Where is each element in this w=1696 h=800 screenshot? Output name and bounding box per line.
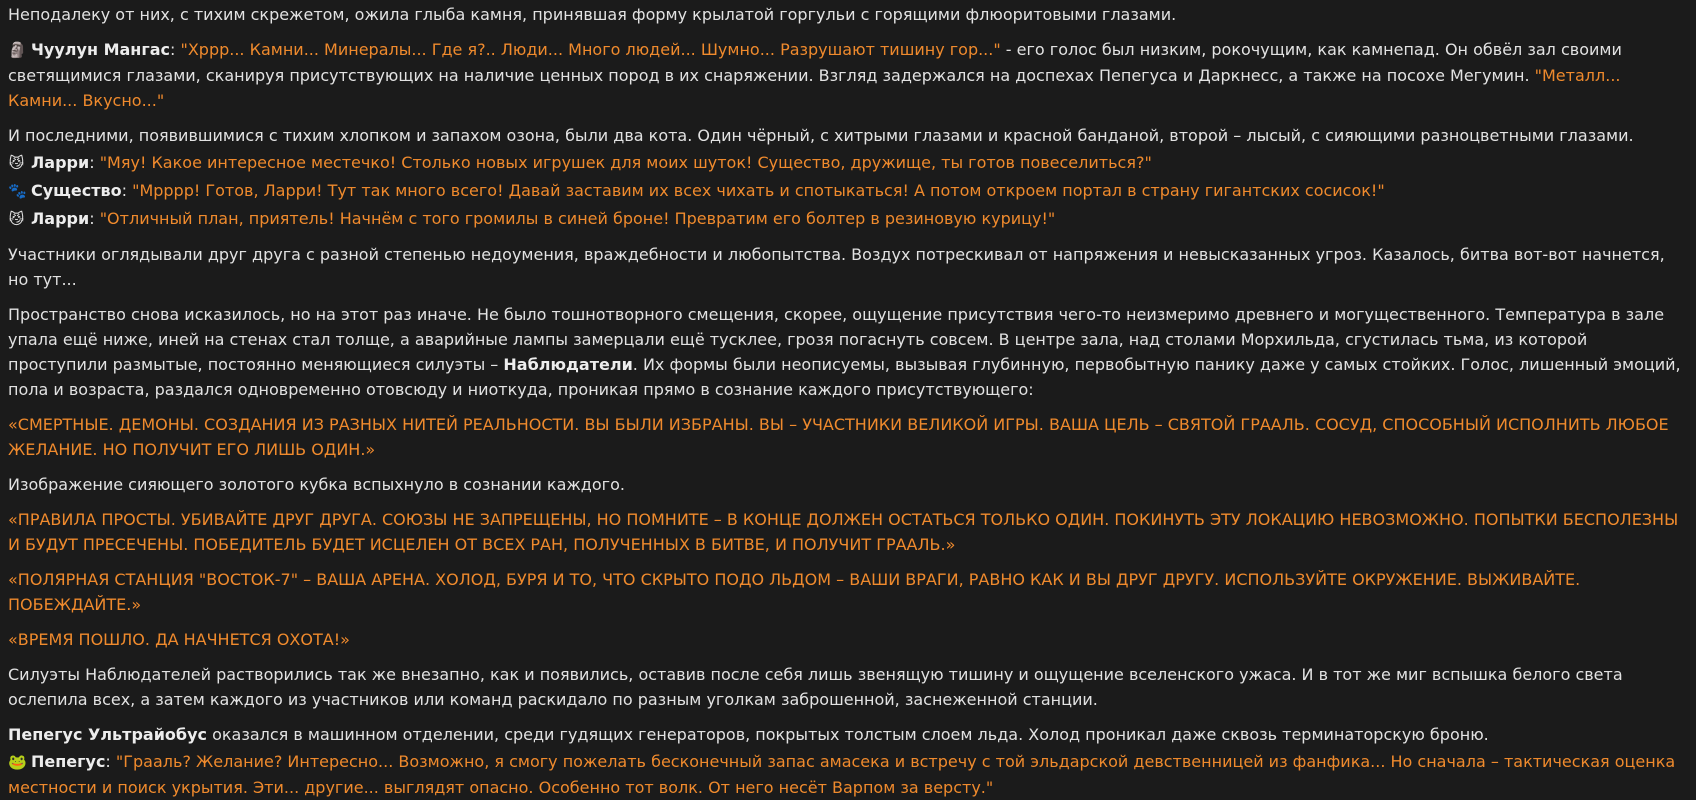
narration-text: Силуэты Наблюдателей растворились так же внезапно, как и появились, оставив после себя лишь звенящую тишину и ощущение вселенского ужаса. И в тот же миг вспышка белого света ослепила всех, а затем каждого из участников или команд раскидало по разным уголкам заброшенной, заснеженной станции.: [8, 665, 1623, 709]
narration-grail: [8, 472, 1688, 497]
cat-face-icon: 😼: [8, 210, 25, 228]
dialogue-quote: "Металл... Камни... Вкусно...": [8, 66, 1621, 110]
dialogue-quote: "Грааль? Желание? Интересно... Возможно, я смогу пожелать бесконечный запас амасека и встречу с той эльдарской девственницей из фанфика... Но сначала – тактическая оценка местности и поиск укрытия. Эти... другие... выглядят опасно. Особенно тот волк. От него несёт Варпом за версту.": [8, 752, 1676, 797]
narration-text: Изображение сияющего золотого кубка вспыхнуло в сознании каждого.: [8, 475, 625, 494]
dialogue-pepegus: 🐸 Пепегус: "Грааль? Желание? Интересно... Возможно, я смогу пожелать бесконечный запас амасека и встречу с той эльдарской девственницей из фанфика... Но сначала – тактическая оценка местности и поиск укрытия. Эти... другие... выглядят опасно. Особенно тот волк. От него несёт Варпом за версту.": [8, 752, 1676, 797]
moai-icon: 🗿: [8, 41, 27, 59]
narration-text: - его голос был низким, рокочущим, как камнепад. Он обвёл зал своими светящимися глазами, сканируя присутствующих на наличие ценных пород в их снаряжении. Взгляд задержался на доспехах Пепегуса и Даркнесс, а также на посохе Мегумин.: [8, 40, 1622, 85]
observers-speech-4: [8, 627, 1688, 652]
dialogue-larry-2: 😼 Ларри: "Отличный план, приятель! Начнём с того громилы в синей броне! Превратим его болтер в резиновую курицу!": [8, 206, 1688, 232]
dialogue-chuulun: 🗿 Чуулун Мангас: "Хррр... Камни... Минералы... Где я?.. Люди... Много людей... Шумно... Разрушают тишину гор..." - его голос был низким, рокочущим, как камнепад. Он обвёл зал своими светящимися глазами, сканируя присутствующих на наличие ценных пород в их снаряжении. Взгляд задержался на доспехах Пепегуса и Даркнесс, а также на посохе Мегумин. "Металл... Камни... Вкусно...": [8, 40, 1622, 110]
observers-speech-1: [8, 412, 1688, 462]
observers-name: Наблюдатели: [503, 355, 633, 374]
paw-prints-icon: 🐾: [8, 182, 27, 200]
narration-text: И последними, появившимися с тихим хлопком и запахом озона, были два кота. Один чёрный, с хитрыми глазами и красной банданой, второй – лысый, с сияющими разноцветными глазами.: [8, 126, 1634, 145]
narration-tension: [8, 242, 1688, 292]
observers-quote: «ПОЛЯРНАЯ СТАНЦИЯ "ВОСТОК-7" – ВАША АРЕНА. ХОЛОД, БУРЯ И ТО, ЧТО СКРЫТО ПОДО ЛЬДОМ – ВАШИ ВРАГИ, РАВНО КАК И ВЫ ДРУГ ДРУГУ. ИСПОЛЬЗУЙТЕ ОКРУЖЕНИЕ. ВЫЖИВАЙТЕ. ПОБЕЖДАЙТЕ.»: [8, 570, 1581, 614]
speaker-name: Ларри: [31, 209, 90, 228]
frog-icon: 🐸: [8, 753, 27, 771]
observers-quote: «ВРЕМЯ ПОШЛО. ДА НАЧНЕТСЯ ОХОТА!»: [8, 630, 350, 649]
dialogue-larry-1: 😼 Ларри: "Мяу! Какое интересное местечко! Столько новых игрушек для моих шуток! Существо, дружище, ты готов повеселиться?": [8, 150, 1688, 176]
character-name: Пепегус Ультрайобус: [8, 725, 207, 744]
narration-pepegus: [8, 722, 1688, 747]
speaker-name: Пепегус: [31, 752, 106, 771]
narration-cats: [8, 123, 1688, 148]
narration-text: Пространство снова исказилось, но на этот раз иначе. Не было тошнотворного смещения, скорее, ощущение присутствия чего-то неизмеримо древнего и могущественного. Температура в зале упала ещё ниже, иней на стенах стал толще, а аварийные лампы замерцали ещё тусклее, грозя погаснуть совсем. В центре зала, над столами Морхильда, сгустилась тьма, из которой проступили размытые, постоянно меняющиеся силуэты –: [8, 305, 1665, 374]
narration-scatter: [8, 662, 1688, 712]
dialogue-quote: "Мяу! Какое интересное местечко! Столько новых игрушек для моих шуток! Существо, дружище, ты готов повеселиться?": [99, 153, 1152, 172]
narration-text: Участники оглядывали друг друга с разной степенью недоумения, враждебности и любопытства. Воздух потрескивал от напряжения и невысказанных угроз. Казалось, битва вот-вот начнется, но тут...: [8, 245, 1665, 289]
narration-text: оказался в машинном отделении, среди гудящих генераторов, покрытых толстым слоем льда. Холод проникал даже сквозь терминаторскую броню.: [206, 725, 1489, 744]
dialogue-quote: "Хррр... Камни... Минералы... Где я?.. Люди... Много людей... Шумно... Разрушают тишину гор...": [180, 40, 1001, 59]
speaker-name: Ларри: [31, 153, 90, 172]
dialogue-quote: "Отличный план, приятель! Начнём с того громилы в синей броне! Превратим его болтер в резиновую курицу!": [99, 209, 1056, 228]
narration-gargoyle: [8, 2, 1688, 27]
observers-quote: «СМЕРТНЫЕ. ДЕМОНЫ. СОЗДАНИЯ ИЗ РАЗНЫХ НИТЕЙ РЕАЛЬНОСТИ. ВЫ БЫЛИ ИЗБРАНЫ. ВЫ – УЧАСТНИКИ ВЕЛИКОЙ ИГРЫ. ВАША ЦЕЛЬ – СВЯТОЙ ГРААЛЬ. СОСУД, СПОСОБНЫЙ ИСПОЛНИТЬ ЛЮБОЕ ЖЕЛАНИЕ. НО ПОЛУЧИТ ЕГО ЛИШЬ ОДИН.»: [8, 415, 1669, 459]
speaker-name: Чуулун Мангас: [31, 40, 170, 59]
observers-speech-2: [8, 507, 1688, 557]
cat-face-icon: 😼: [8, 154, 25, 172]
observers-quote: «ПРАВИЛА ПРОСТЫ. УБИВАЙТЕ ДРУГ ДРУГА. СОЮЗЫ НЕ ЗАПРЕЩЕНЫ, НО ПОМНИТЕ – В КОНЦЕ ДОЛЖЕН ОСТАТЬСЯ ТОЛЬКО ОДИН. ПОКИНУТЬ ЭТУ ЛОКАЦИЮ НЕВОЗМОЖНО. ПОПЫТКИ БЕСПОЛЕЗНЫ И БУДУТ ПРЕСЕЧЕНЫ. ПОБЕДИТЕЛЬ БУДЕТ ИСЦЕЛЕН ОТ ВСЕХ РАН, ПОЛУЧЕННЫХ В БИТВЕ, И ПОЛУЧИТ ГРААЛЬ.»: [8, 510, 1679, 554]
dialogue-creature: 🐾 Существо: "Мрррр! Готов, Ларри! Тут так много всего! Давай заставим их всех чихать и спотыкаться! А потом откроем портал в страну гигантских сосисок!": [8, 178, 1688, 204]
observers-speech-3: [8, 567, 1688, 617]
speaker-name: Существо: [31, 181, 122, 200]
narration-observers: [8, 302, 1688, 402]
narration-text: . Их формы были неописуемы, вызывая глубинную, первобытную панику даже у самых стойких. Голос, лишенный эмоций, пола и возраста, раздался одновременно отовсюду и ниоткуда, проникая прямо в сознание каждого присутствующего:: [8, 355, 1681, 399]
dialogue-quote: "Мрррр! Готов, Ларри! Тут так много всего! Давай заставим их всех чихать и спотыкаться! А потом откроем портал в страну гигантских сосисок!": [132, 181, 1385, 200]
narration-text: Неподалеку от них, с тихим скрежетом, ожила глыба камня, принявшая форму крылатой горгульи с горящими флюоритовыми глазами.: [8, 5, 1177, 24]
